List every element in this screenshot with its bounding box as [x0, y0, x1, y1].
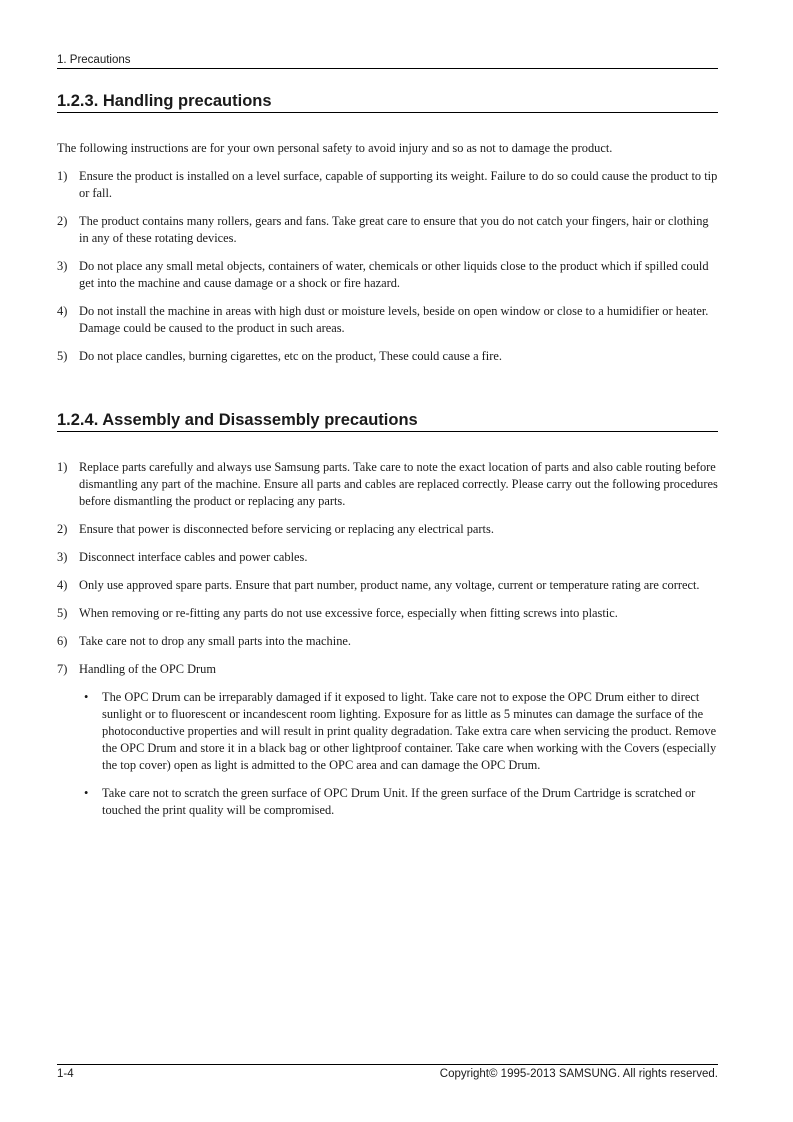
item-number: 7) [57, 662, 68, 676]
item-number: 6) [57, 634, 68, 648]
list-item [57, 521, 718, 538]
item-text: Do not place any small metal objects, containers of water, chemicals or other liquids close to the product which if spilled could get into the machine and cause damage or a shock or fire hazard. [79, 259, 709, 290]
item-text: Handling of the OPC Drum [79, 662, 216, 676]
item-number: 1) [57, 169, 68, 183]
handling-intro: The following instructions are for your own personal safety to avoid injury and so as not to damage the product. [57, 141, 613, 155]
assembly-precautions-section [57, 410, 718, 830]
bullet-text: The OPC Drum can be irreparably damaged if it exposed to light. Take care not to expose the OPC Drum either to direct sunlight or to fluorescent or incandescent room lighting. Exposure for as little as 5 minutes can damage the surface of the photoconductive properties and will result in print quality degradation. Take extra care when servicing the product. Remove the OPC Drum and store it in a black bag or other lightproof container. Take care when working with the Covers (especially the top cover) open as light is admitted to the OPC area and can damage the OPC Drum. [102, 690, 717, 772]
list-item [57, 577, 718, 594]
copyright-notice: Copyright© 1995-2013 SAMSUNG. All rights reserved. [439, 1068, 718, 1080]
item-text: Take care not to drop any small parts into the machine. [79, 634, 351, 648]
handling-precautions-title: 1.2.3. Handling precautions [57, 91, 718, 113]
item-number: 1) [57, 460, 68, 474]
opc-drum-bullets [57, 689, 718, 819]
assembly-precautions-title: 1.2.4. Assembly and Disassembly precautions [57, 410, 718, 432]
list-item [57, 549, 718, 566]
page-footer [57, 1064, 718, 1081]
item-number: 4) [57, 304, 68, 318]
bullet-text: Take care not to scratch the green surface of OPC Drum Unit. If the green surface of the Drum Cartridge is scratched or touched the print quality will be compromised. [102, 786, 696, 817]
list-item [57, 213, 718, 247]
item-number: 2) [57, 522, 68, 536]
item-text: When removing or re-fitting any parts do not use excessive force, especially when fitting screws into plastic. [79, 606, 618, 620]
assembly-list [57, 459, 718, 678]
item-text: Do not place candles, burning cigarettes, etc on the product, These could cause a fire. [79, 349, 502, 363]
item-text: Ensure the product is installed on a level surface, capable of supporting its weight. Failure to do so could cause the product to tip or fall. [79, 169, 718, 200]
handling-precautions-section [57, 91, 718, 365]
list-item [57, 459, 718, 510]
list-item [57, 633, 718, 650]
item-number: 5) [57, 606, 68, 620]
page-number: 1-4 [57, 1068, 74, 1080]
chapter-label: 1. Precautions [57, 54, 131, 66]
list-item [57, 168, 718, 202]
item-number: 5) [57, 349, 68, 363]
item-text: Do not install the machine in areas with high dust or moisture levels, beside on open window or close to a humidifier or heater. Damage could be caused to the product in such areas. [79, 304, 709, 335]
item-text: Only use approved spare parts. Ensure that part number, product name, any voltage, current or temperature rating are correct. [79, 578, 700, 592]
list-item [57, 661, 718, 678]
bullet-icon: • [84, 786, 89, 800]
item-text: Ensure that power is disconnected before servicing or replacing any electrical parts. [79, 522, 494, 536]
item-text: Replace parts carefully and always use Samsung parts. Take care to note the exact location of parts and also cable routing before dismantling any part of the machine. Ensure all parts and cables are replaced correctly. Please carry out the following procedures before dismantling the product or replacing any parts. [79, 460, 718, 508]
list-item [57, 258, 718, 292]
bullet-item [57, 785, 718, 819]
item-text: The product contains many rollers, gears and fans. Take great care to ensure that you do not catch your fingers, hair or clothing in any of these rotating devices. [79, 214, 709, 245]
list-item [57, 348, 718, 365]
item-number: 2) [57, 214, 68, 228]
item-number: 3) [57, 550, 68, 564]
item-number: 3) [57, 259, 68, 273]
handling-list [57, 168, 718, 365]
item-number: 4) [57, 578, 68, 592]
item-text: Disconnect interface cables and power cables. [79, 550, 308, 564]
list-item [57, 605, 718, 622]
page-header [57, 53, 718, 69]
bullet-icon: • [84, 690, 89, 704]
bullet-item [57, 689, 718, 774]
list-item [57, 303, 718, 337]
